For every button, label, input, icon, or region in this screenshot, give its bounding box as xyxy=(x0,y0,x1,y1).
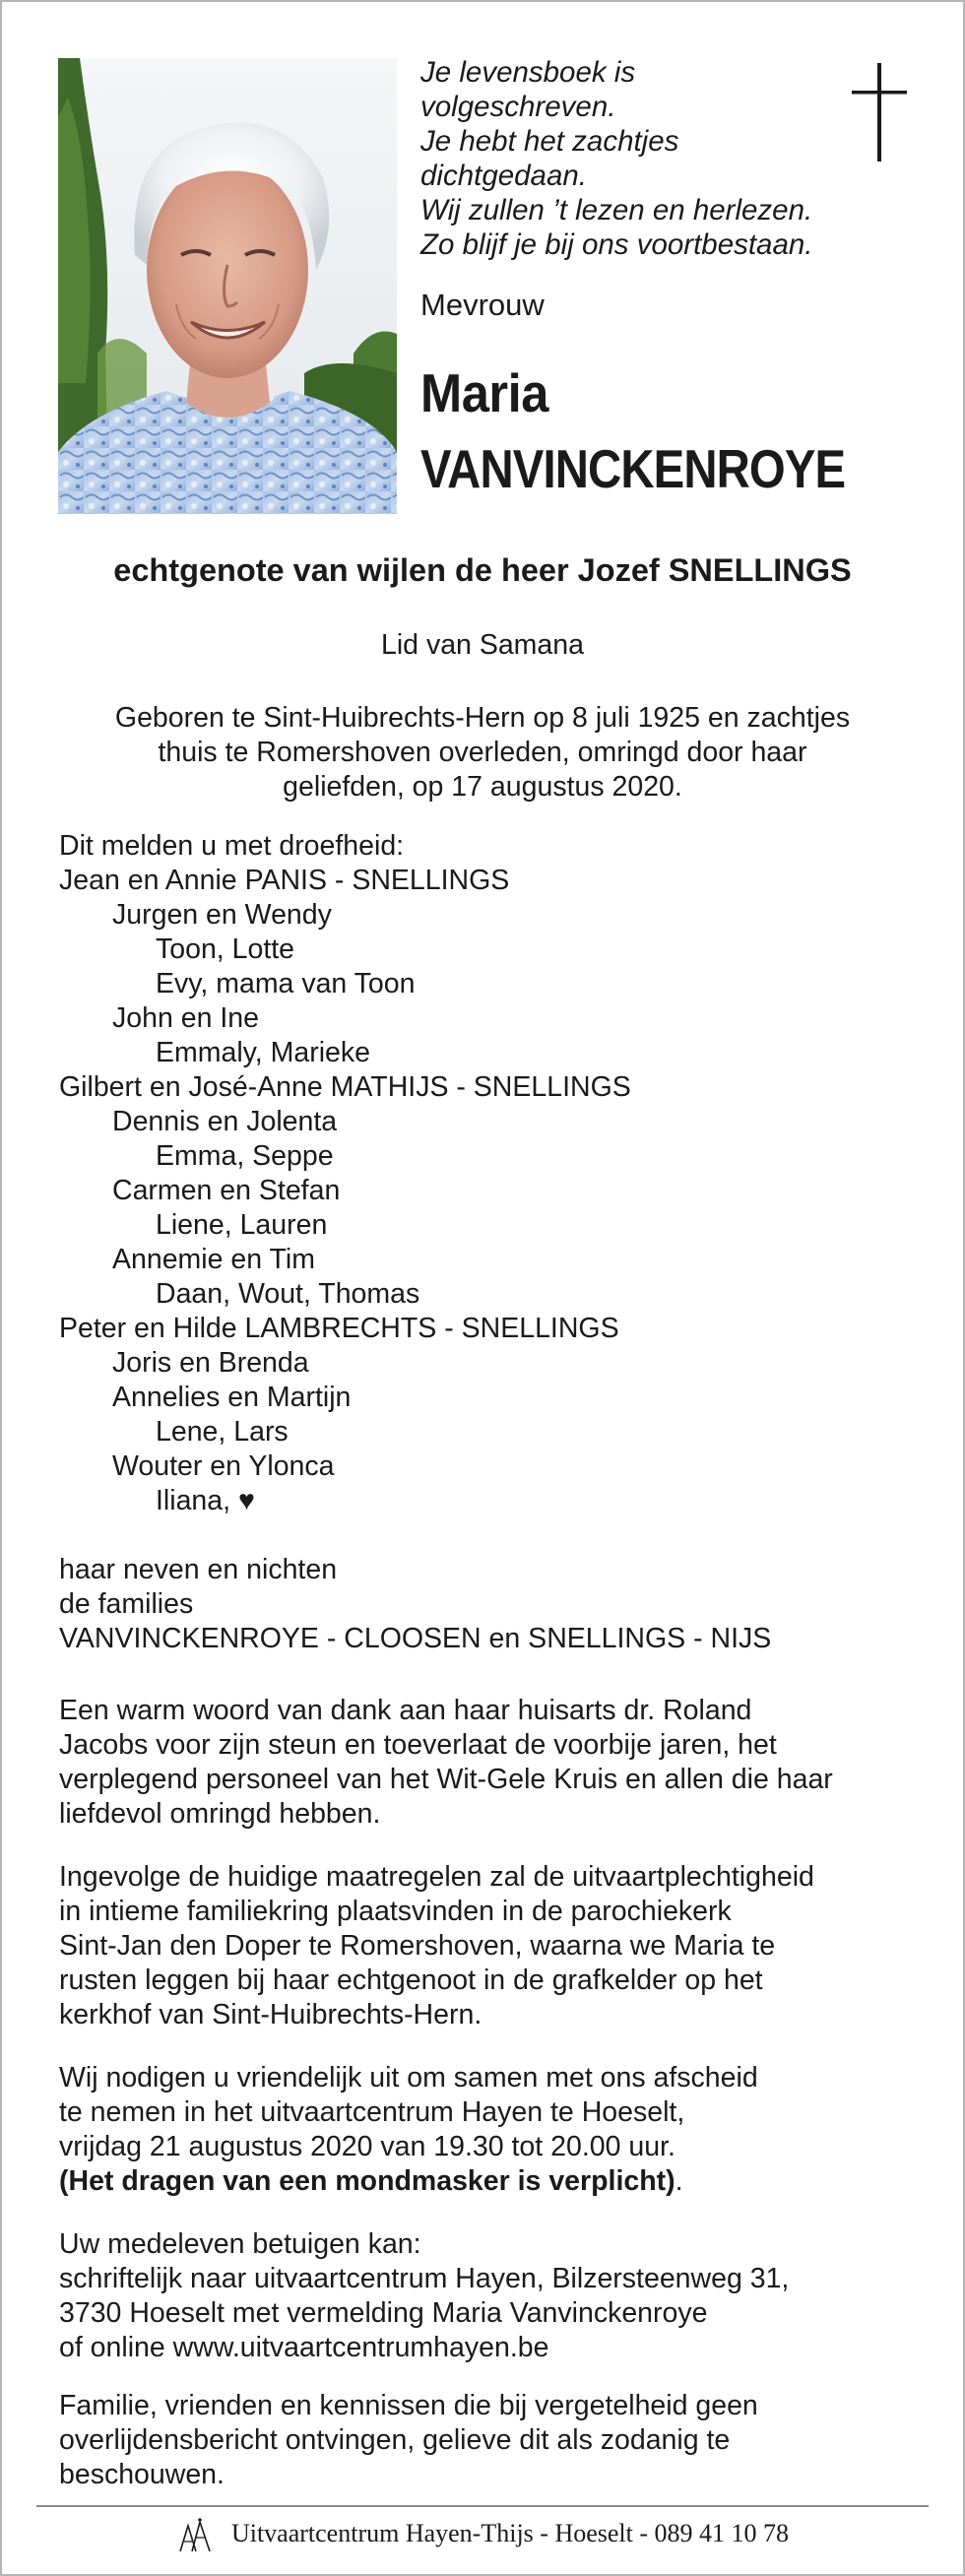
cross-icon xyxy=(852,63,907,161)
mask-notice-end: . xyxy=(675,2165,683,2197)
farewell-paragraph xyxy=(59,2061,926,2199)
text-line: beschouwen. xyxy=(59,2459,225,2490)
text-line: 3730 Hoeselt met vermelding Maria Vanvinckenroye xyxy=(59,2297,708,2329)
text-line: thuis te Romershoven overleden, omringd door haar xyxy=(158,737,807,768)
family-member: Dennis en Jolenta xyxy=(112,1106,338,1137)
family-member: Gilbert en José-Anne MATHIJS - SNELLINGS xyxy=(59,1071,631,1103)
family-member: Evy, mama van Toon xyxy=(156,968,416,999)
family-member: Liene, Lauren xyxy=(156,1209,328,1241)
footer-divider xyxy=(36,2505,929,2507)
footer-text: Uitvaartcentrum Hayen-Thijs - Hoeselt - 089 41 10 78 xyxy=(230,2518,790,2547)
family-member: Emmaly, Marieke xyxy=(156,1037,371,1068)
family-member: John en Ine xyxy=(112,1002,259,1034)
closing-paragraph xyxy=(59,2389,926,2492)
text-line: geliefden, op 17 augustus 2020. xyxy=(283,771,682,803)
family-member: Annelies en Martijn xyxy=(112,1382,352,1413)
text-line: vrijdag 21 augustus 2020 van 19.30 tot 20.00 uur. xyxy=(59,2131,676,2162)
family-intro: Dit melden u met droefheid: xyxy=(59,830,405,862)
text-line: rusten leggen bij haar echtgenoot in de grafkelder op het xyxy=(59,1964,763,1996)
text-line: liefdevol omringd hebben. xyxy=(59,1798,381,1830)
text-line: Geboren te Sint-Huibrechts-Hern op 8 juli 1925 en zachtjes xyxy=(114,702,851,734)
family-member: Toon, Lotte xyxy=(156,934,295,965)
family-member: Emma, Seppe xyxy=(156,1140,334,1172)
poem-line: Je hebt het zachtjes xyxy=(420,125,679,158)
text-line: te nemen in het uitvaartcentrum Hayen te Hoeselt, xyxy=(59,2096,685,2128)
family-member: Joris en Brenda xyxy=(112,1347,309,1379)
text-line: Wij nodigen u vriendelijk uit om samen met ons afscheid xyxy=(59,2062,758,2093)
text-line: schriftelijk naar uitvaartcentrum Hayen, Bilzersteenweg 31, xyxy=(59,2263,790,2294)
extended-family: haar neven en nichten xyxy=(59,1554,338,1585)
family-member: Lene, Lars xyxy=(156,1416,289,1448)
family-member: Carmen en Stefan xyxy=(112,1175,341,1206)
family-member: Daan, Wout, Thomas xyxy=(156,1278,420,1310)
text-line: Familie, vrienden en kennissen die bij vergetelheid geen xyxy=(59,2390,758,2421)
funeral-home-logo-icon xyxy=(176,2518,216,2553)
deceased-surname: VANVINCKENROYE xyxy=(420,438,846,499)
text-line: Jacobs voor zijn steun en toeverlaat de voorbije jaren, het xyxy=(59,1729,777,1761)
footer xyxy=(2,2518,963,2553)
text-line: Sint-Jan den Doper te Romershoven, waarna we Maria te xyxy=(59,1930,776,1962)
spouse-line: echtgenote van wijlen de heer Jozef SNELLINGS xyxy=(113,552,852,588)
membership-line: Lid van Samana xyxy=(381,629,584,661)
text-line: kerkhof van Sint-Huibrechts-Hern. xyxy=(59,1999,482,2030)
extended-family: VANVINCKENROYE - CLOOSEN en SNELLINGS - NIJS xyxy=(59,1623,772,1654)
poem-line: Zo blijf je bij ons voortbestaan. xyxy=(420,228,813,261)
mask-notice-bold: (Het dragen van een mondmasker is verplicht) xyxy=(59,2165,676,2197)
poem-line: dichtgedaan. xyxy=(420,160,587,192)
poem-line: volgeschreven. xyxy=(420,91,616,123)
ceremony-paragraph xyxy=(59,1860,926,2032)
family-member: Jean en Annie PANIS - SNELLINGS xyxy=(59,865,510,896)
birth-death-paragraph xyxy=(61,701,904,805)
family-list xyxy=(59,829,771,1656)
text-line: Een warm woord van dank aan haar huisarts dr. Roland xyxy=(59,1695,752,1726)
condolences-paragraph xyxy=(59,2227,926,2365)
family-member: Annemie en Tim xyxy=(112,1244,315,1275)
mask-notice xyxy=(59,2164,926,2199)
family-member: Jurgen en Wendy xyxy=(112,899,332,931)
poem-line: Wij zullen ’t lezen en herlezen. xyxy=(420,194,813,226)
honorific: Mevrouw xyxy=(420,288,545,322)
portrait-photo xyxy=(58,58,397,514)
poem xyxy=(420,55,873,262)
spacer xyxy=(59,1518,771,1553)
text-line: of online www.uitvaartcentrumhayen.be xyxy=(59,2332,549,2363)
family-member: Peter en Hilde LAMBRECHTS - SNELLINGS xyxy=(59,1313,619,1344)
text-line: verplegend personeel van het Wit-Gele Kruis en allen die haar xyxy=(59,1764,833,1795)
family-member: Wouter en Ylonca xyxy=(112,1450,335,1482)
text-line: in intieme familiekring plaatsvinden in de parochiekerk xyxy=(59,1896,732,1927)
poem-line: Je levensboek is xyxy=(420,56,636,89)
text-line: Uw medeleven betuigen kan: xyxy=(59,2228,421,2260)
thanks-paragraph xyxy=(59,1694,926,1832)
family-member: Iliana, ♥ xyxy=(156,1485,255,1516)
extended-family: de families xyxy=(59,1588,194,1620)
deceased-first-name: Maria xyxy=(420,362,548,423)
text-line: Ingevolge de huidige maatregelen zal de uitvaartplechtigheid xyxy=(59,1861,814,1893)
text-line: overlijdensbericht ontvingen, gelieve dit als zodanig te xyxy=(59,2424,731,2456)
